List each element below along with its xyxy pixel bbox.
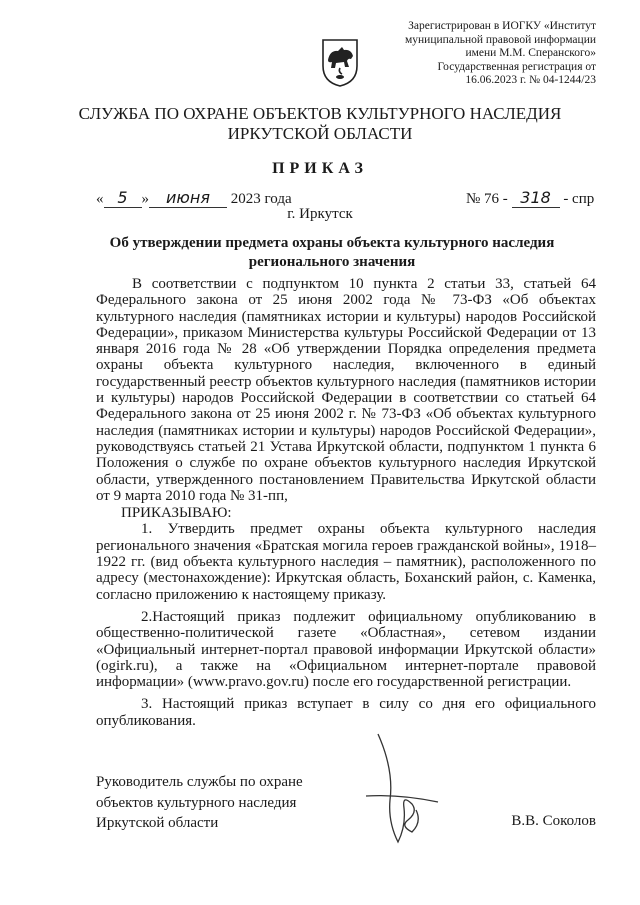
number-handwritten: 318 xyxy=(512,188,560,208)
registration-line: 16.06.2023 г. № 04-1244/23 xyxy=(465,74,596,86)
position-line: объектов культурного наследия xyxy=(96,794,297,811)
registration-line: Зарегистрирован в ИОГКУ «Институт xyxy=(408,20,596,32)
order-item-2: 2.Настоящий приказ подлежит официальному опубликованию в общественно-политической газете «Областная», сетевом издании «Официальный интернет-портал правовой информации Иркутской области» (ogirk.ru), а также на «Официальном интернет-портале правовой информации» (www.pravo.gov.ru) после его государственной регистрации. xyxy=(96,608,596,691)
position-line: Руководитель службы по охране xyxy=(96,774,303,790)
quote-open: « xyxy=(96,191,104,207)
organization-name xyxy=(60,104,580,144)
signatory-name: В.В. Соколов xyxy=(511,813,596,829)
title-line: Об утверждении предмета охраны объекта культурного наследия xyxy=(109,235,555,251)
registration-line: имени М.М. Сперанского» xyxy=(465,47,596,59)
number-suffix: - спр xyxy=(563,191,595,207)
order-item-1: 1. Утвердить предмет охраны объекта культурного наследия регионального значения «Братская могила героев гражданской войны», 1918–1922 гг. (вид объекта культурного наследия – памятник), расположенного по адресу (местонахождение): Иркутская область, Боханский район, с. Каменка, согласно приложению к настоящему приказу. xyxy=(96,521,596,603)
registration-line: Государственная регистрация от xyxy=(437,60,596,73)
quote-close: » xyxy=(141,191,149,207)
document-body xyxy=(96,276,596,729)
org-line: СЛУЖБА ПО ОХРАНЕ ОБЪЕКТОВ КУЛЬТУРНОГО НАСЛЕДИЯ xyxy=(78,104,562,123)
position-line: Иркутской области xyxy=(96,815,219,831)
org-line: ИРКУТСКОЙ ОБЛАСТИ xyxy=(227,124,413,143)
date-day: 5 xyxy=(104,188,142,208)
document-date xyxy=(96,188,292,208)
title-line: регионального значения xyxy=(248,254,416,270)
city: г. Иркутск xyxy=(287,206,353,222)
signatory-position xyxy=(96,772,303,834)
document-type: ПРИКАЗ xyxy=(272,160,368,177)
registration-stamp xyxy=(366,20,596,88)
preamble-paragraph: В соответствии с подпунктом 10 пункта 2 статьи 33, статьей 64 Федерального закона от 25 июня 2002 года № 73-ФЗ «Об объектах культурного наследия (памятниках истории и культуры) народов Российской Федерации», приказом Министерства культуры Российской Федерации от 13 января 2016 года № 28 «Об утверждении Порядка определения предмета охраны объекта культурного наследия, включенного в единый государственный реестр объектов культурного наследия (памятников истории и культуры) народов Российской Федерации в соответствии со статьей 64 Федерального закона от 25 июня 2002 г. № 73-ФЗ «Об объектах культурного наследия (памятниках истории и культуры) народов Российской Федерации», руководствуясь статьей 21 Устава Иркутской области, подпунктом 1 пункта 6 Положения о службе по охране объектов культурного наследия Иркутской области, утвержденного постановлением Правительства Иркутской области от 9 марта 2010 года № 31-пп, xyxy=(96,276,596,504)
order-word: ПРИКАЗЫВАЮ: xyxy=(121,505,232,522)
registration-line: муниципальной правовой информации xyxy=(404,33,596,46)
signature-icon xyxy=(360,730,440,850)
number-prefix: № 76 - xyxy=(466,191,508,207)
order-item-3: 3. Настоящий приказ вступает в силу со дня его официального опубликования. xyxy=(96,696,596,729)
date-year: 2023 года xyxy=(230,191,292,207)
document-title xyxy=(96,234,568,272)
document-number xyxy=(466,188,594,208)
coat-of-arms-icon xyxy=(318,36,362,88)
date-month: июня xyxy=(149,188,227,208)
